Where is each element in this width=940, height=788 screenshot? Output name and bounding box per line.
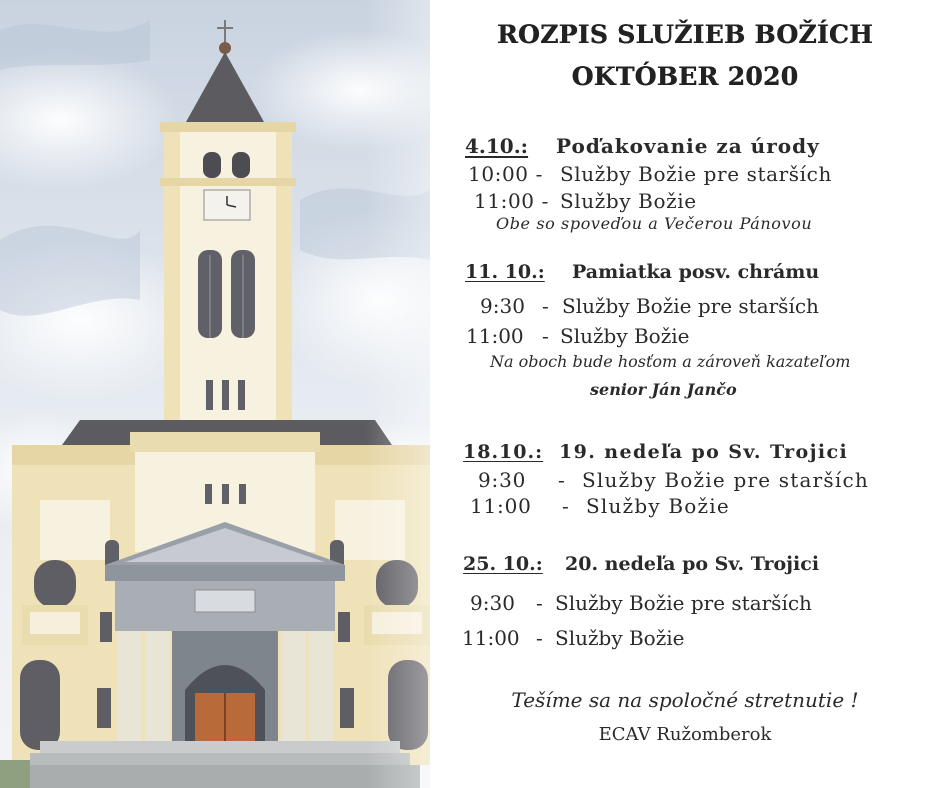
service-label: Služby Božie pre starších — [562, 294, 819, 318]
service-label: Služby Božie — [586, 494, 730, 518]
entry-note-preacher: senior Ján Jančo — [590, 380, 737, 399]
entry-note: Obe so spoveďou a Večerou Pánovou — [496, 214, 813, 233]
service-time: 10:00 - — [468, 162, 543, 186]
entry-date: 18.10.: — [463, 441, 544, 463]
page-subtitle: OKTÓBER 2020 — [571, 62, 799, 91]
entry-name: Pamiatka posv. chrámu — [572, 261, 820, 283]
entry-date: 25. 10.: — [463, 553, 543, 575]
service-time: 9:30 — [480, 294, 525, 318]
service-separator: - — [542, 324, 549, 348]
service-label: Služby Božie pre starších — [555, 591, 812, 615]
service-label: Služby Božie pre starších — [560, 162, 832, 186]
service-time: 11:00 - — [474, 189, 549, 213]
service-time: 11:00 — [470, 494, 532, 518]
entry-date: 11. 10.: — [465, 261, 545, 283]
signature: ECAV Ružomberok — [598, 724, 772, 745]
greeting: Tešíme sa na spoločné stretnutie ! — [511, 688, 859, 712]
service-time: 11:00 — [462, 626, 520, 650]
service-label: Služby Božie — [560, 324, 690, 348]
service-label: Služby Božie — [555, 626, 685, 650]
church-photo — [0, 0, 430, 788]
service-separator: - — [536, 626, 543, 650]
service-time: 9:30 — [470, 591, 515, 615]
service-separator: - — [558, 468, 565, 492]
service-separator: - — [542, 294, 549, 318]
service-label: Služby Božie pre starších — [582, 468, 869, 492]
service-separator: - — [536, 591, 543, 615]
entry-name: Poďakovanie za úrody — [556, 134, 820, 158]
service-time: 11:00 — [466, 324, 524, 348]
service-time: 9:30 — [478, 468, 527, 492]
service-label: Služby Božie — [560, 189, 697, 213]
entry-date: 4.10.: — [465, 134, 529, 158]
entry-note: Na oboch bude hosťom a zároveň kazateľom — [490, 352, 851, 371]
page-title: ROZPIS SLUŽIEB BOŽÍCH — [496, 20, 874, 49]
schedule-panel — [430, 0, 940, 788]
entry-name: 20. nedeľa po Sv. Trojici — [565, 553, 820, 575]
entry-name: 19. nedeľa po Sv. Trojici — [559, 441, 849, 463]
service-separator: - — [562, 494, 569, 518]
